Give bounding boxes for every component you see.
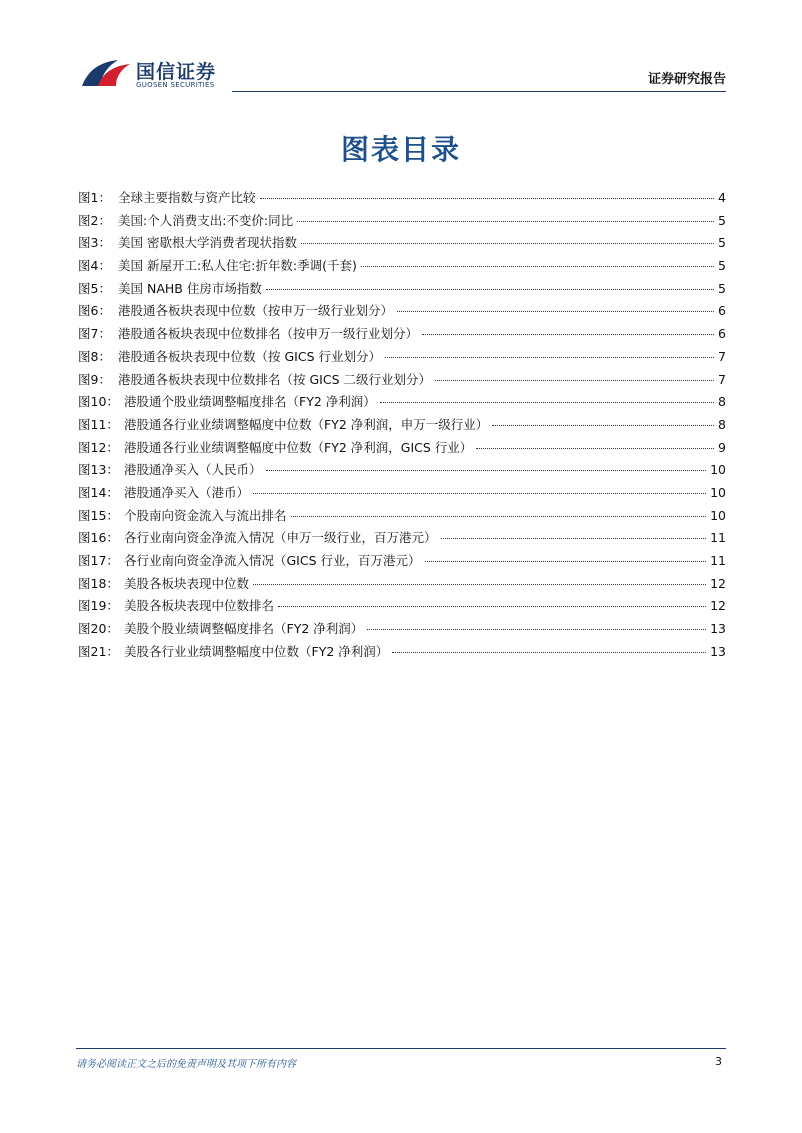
toc-entry-number: 图12： <box>78 439 119 455</box>
toc-entry[interactable] <box>78 188 726 211</box>
toc-entry-text: 美国:个人消费支出:不变价:同比 <box>118 212 294 228</box>
toc-entry-page: 7 <box>718 348 726 364</box>
toc-entry-page: 10 <box>710 484 726 500</box>
toc-entry-page: 9 <box>718 439 726 455</box>
toc-entry-text: 美国 新屋开工:私人住宅:折年数:季调(千套) <box>118 258 357 274</box>
toc-list <box>78 188 726 664</box>
toc-entry[interactable] <box>78 506 726 529</box>
toc-entry-page: 6 <box>718 326 726 342</box>
header-divider <box>232 91 726 92</box>
toc-entry-page: 13 <box>710 643 726 659</box>
toc-entry-text: 全球主要指数与资产比较 <box>118 190 256 205</box>
toc-entry[interactable] <box>78 279 726 302</box>
toc-entry[interactable] <box>78 596 726 619</box>
toc-entry-page: 8 <box>718 416 726 432</box>
toc-dot-leader <box>253 584 706 585</box>
toc-entry[interactable] <box>78 233 726 256</box>
toc-dot-leader <box>392 652 706 653</box>
toc-entry[interactable] <box>78 460 726 483</box>
toc-entry-text: 美股各板块表现中位数排名 <box>124 598 275 614</box>
toc-entry-page: 10 <box>710 507 726 523</box>
logo-mark-icon <box>78 56 132 90</box>
toc-entry-page: 11 <box>710 553 726 568</box>
logo-cn-text: 国信证券 <box>136 61 217 83</box>
toc-entry-text: 各行业南向资金净流入情况（GICS 行业，百万港元） <box>124 553 421 568</box>
toc-entry-page: 5 <box>718 258 726 274</box>
toc-dot-leader <box>435 380 714 381</box>
toc-entry-text: 港股通各行业业绩调整幅度中位数（FY2 净利润，申万一级行业） <box>124 416 489 432</box>
toc-entry-text: 港股通各板块表现中位数排名（按申万一级行业划分） <box>118 326 419 342</box>
toc-entry-text: 港股通各板块表现中位数（按申万一级行业划分） <box>118 303 394 319</box>
toc-entry-number: 图9： <box>78 371 111 387</box>
toc-entry[interactable] <box>78 347 726 370</box>
footer-divider <box>76 1048 726 1049</box>
toc-entry[interactable] <box>78 370 726 393</box>
toc-entry-page: 8 <box>718 394 726 410</box>
toc-entry-text: 港股通各板块表现中位数（按 GICS 行业划分） <box>118 348 381 364</box>
toc-entry-number: 图10： <box>78 394 119 410</box>
toc-entry[interactable] <box>78 619 726 642</box>
toc-entry-page: 11 <box>710 530 726 546</box>
toc-entry[interactable] <box>78 301 726 324</box>
toc-entry-number: 图14： <box>78 484 119 500</box>
page-number: 3 <box>715 1055 722 1068</box>
toc-entry-number: 图4： <box>78 258 111 274</box>
toc-entry-number: 图19： <box>78 598 119 614</box>
toc-entry-number: 图11： <box>78 416 119 432</box>
toc-entry-number: 图1： <box>78 190 111 205</box>
toc-dot-leader <box>425 561 707 562</box>
toc-dot-leader <box>266 470 707 471</box>
company-logo <box>78 54 238 94</box>
toc-dot-leader <box>441 538 707 539</box>
toc-entry-number: 图16： <box>78 530 119 546</box>
toc-entry[interactable] <box>78 574 726 597</box>
toc-dot-leader <box>361 266 714 267</box>
toc-entry-page: 5 <box>718 235 726 251</box>
toc-entry-text: 美国 密歇根大学消费者现状指数 <box>118 235 297 251</box>
toc-entry-page: 10 <box>710 462 726 478</box>
toc-dot-leader <box>301 243 714 244</box>
toc-entry[interactable] <box>78 392 726 415</box>
toc-dot-leader <box>367 629 706 630</box>
toc-entry-page: 5 <box>718 212 726 228</box>
toc-entry-number: 图6： <box>78 303 111 319</box>
page-header <box>0 0 802 100</box>
toc-entry-text: 港股通净买入（港币） <box>124 484 250 500</box>
toc-entry-page: 5 <box>718 280 726 296</box>
footer-disclaimer: 请务必阅读正文之后的免责声明及其项下所有内容 <box>76 1059 296 1070</box>
toc-entry-text: 港股通个股业绩调整幅度排名（FY2 净利润） <box>124 394 376 410</box>
toc-entry[interactable] <box>78 551 726 574</box>
toc-entry[interactable] <box>78 415 726 438</box>
toc-entry-text: 港股通净买入（人民币） <box>124 462 262 478</box>
toc-entry-number: 图2： <box>78 212 111 228</box>
toc-entry-number: 图7： <box>78 326 111 342</box>
toc-dot-leader <box>278 606 706 607</box>
toc-entry-number: 图17： <box>78 553 119 568</box>
toc-dot-leader <box>422 334 714 335</box>
toc-dot-leader <box>253 493 706 494</box>
toc-entry[interactable] <box>78 211 726 234</box>
toc-entry-number: 图8： <box>78 348 111 364</box>
logo-en-text: GUOSEN SECURITIES <box>136 81 215 89</box>
toc-entry[interactable] <box>78 642 726 665</box>
toc-entry-number: 图18： <box>78 575 119 591</box>
toc-entry-number: 图5： <box>78 280 111 296</box>
toc-dot-leader <box>297 221 714 222</box>
toc-entry[interactable] <box>78 528 726 551</box>
toc-entry[interactable] <box>78 256 726 279</box>
toc-entry-text: 港股通各行业业绩调整幅度中位数（FY2 净利润，GICS 行业） <box>124 439 473 455</box>
toc-dot-leader <box>291 516 707 517</box>
toc-entry-text: 各行业南向资金净流入情况（申万一级行业，百万港元） <box>124 530 437 546</box>
toc-dot-leader <box>260 198 715 199</box>
toc-entry-page: 4 <box>718 190 726 205</box>
toc-entry-number: 图20： <box>78 621 119 637</box>
toc-dot-leader <box>492 425 714 426</box>
toc-entry[interactable] <box>78 483 726 506</box>
toc-dot-leader <box>380 402 714 403</box>
toc-dot-leader <box>385 357 714 358</box>
report-type-label: 证券研究报告 <box>647 72 726 87</box>
toc-entry-page: 13 <box>710 621 726 637</box>
toc-entry-page: 12 <box>710 598 726 614</box>
toc-title: 图表目录 <box>340 133 461 166</box>
toc-entry[interactable] <box>78 324 726 347</box>
toc-entry-text: 美国 NAHB 住房市场指数 <box>118 280 262 296</box>
toc-entry-page: 6 <box>718 303 726 319</box>
toc-dot-leader <box>266 289 714 290</box>
toc-entry-number: 图13： <box>78 462 119 478</box>
toc-dot-leader <box>476 448 714 449</box>
toc-entry[interactable] <box>78 438 726 461</box>
toc-entry-text: 港股通各板块表现中位数排名（按 GICS 二级行业划分） <box>118 371 431 387</box>
toc-entry-text: 个股南向资金流入与流出排名 <box>124 507 287 523</box>
toc-entry-number: 图21： <box>78 643 119 659</box>
toc-entry-text: 美股各板块表现中位数 <box>124 575 250 591</box>
toc-entry-text: 美股个股业绩调整幅度排名（FY2 净利润） <box>124 621 364 637</box>
toc-entry-number: 图3： <box>78 235 111 251</box>
toc-entry-number: 图15： <box>78 507 119 523</box>
toc-dot-leader <box>397 311 714 312</box>
toc-entry-text: 美股各行业业绩调整幅度中位数（FY2 净利润） <box>124 643 389 659</box>
toc-entry-page: 12 <box>710 575 726 591</box>
toc-entry-page: 7 <box>718 371 726 387</box>
